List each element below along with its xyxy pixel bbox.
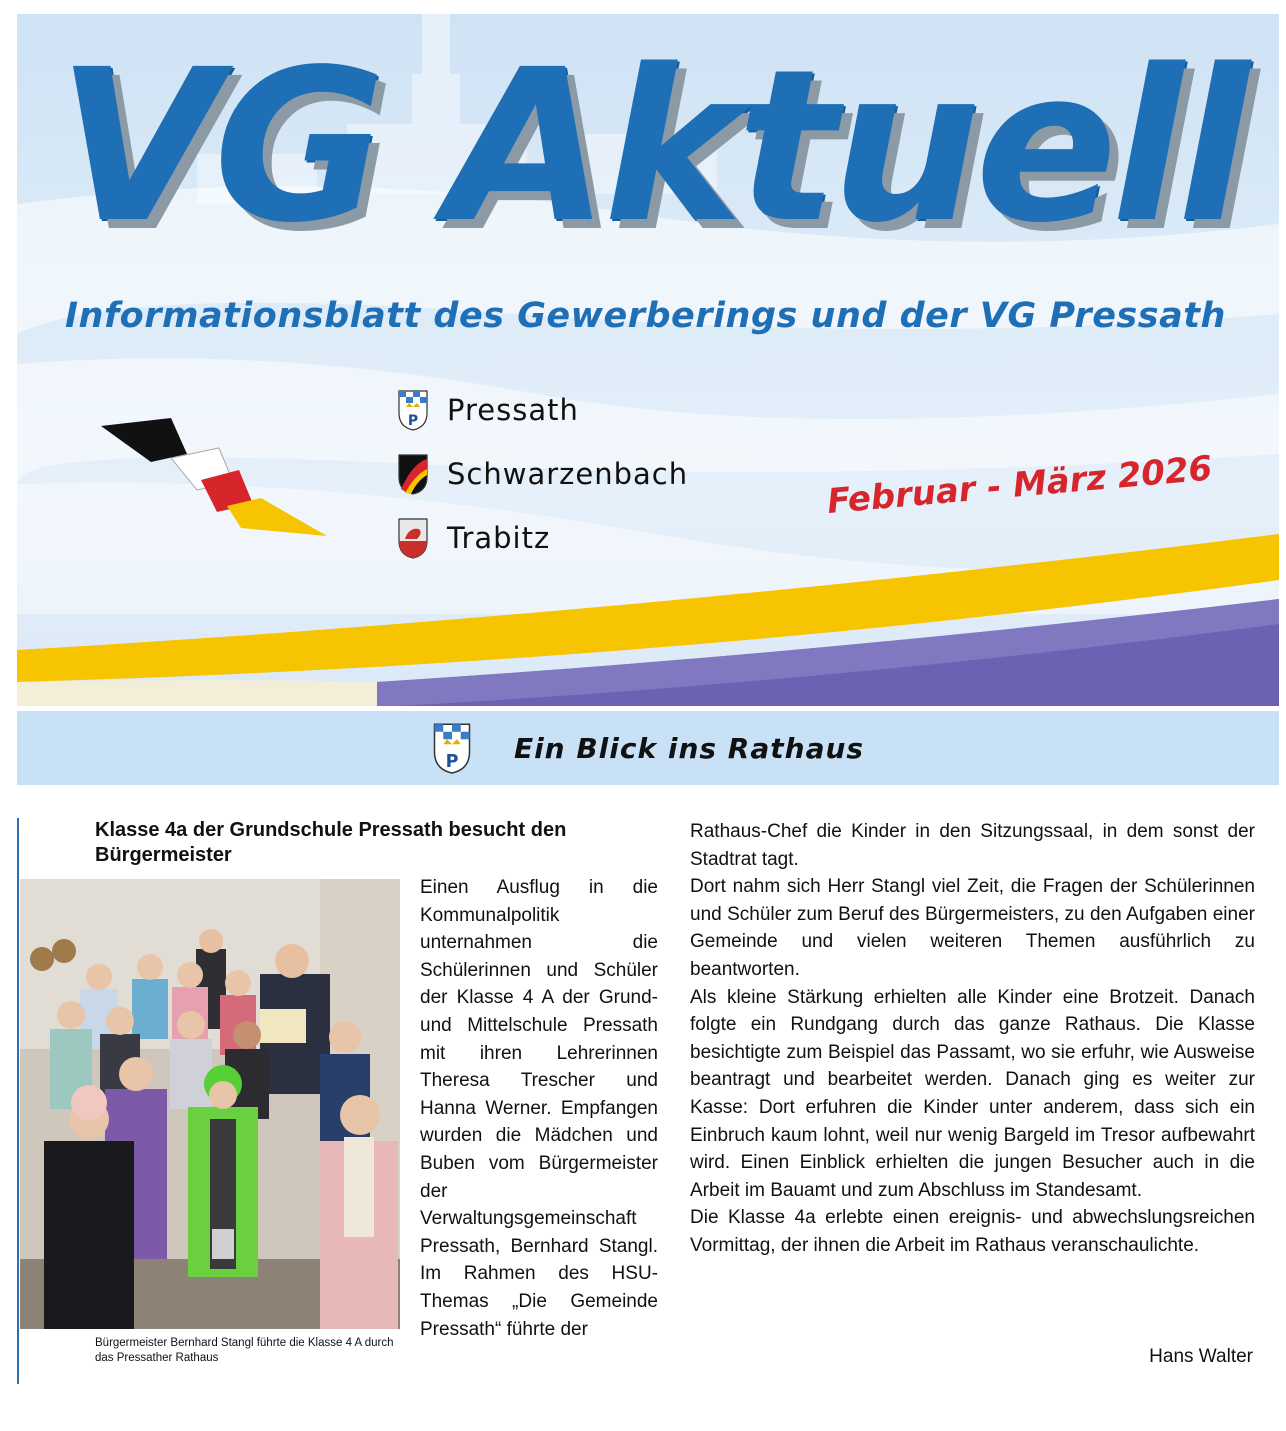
pressath-crest-icon: [397, 389, 429, 431]
paragraph: Rathaus-Chef die Kinder in den Sitzungssaal, in dem sonst der Stadtrat tagt.: [690, 821, 1255, 870]
town-trabitz: [397, 516, 688, 560]
section-title: Ein Blick ins Rathaus: [513, 731, 865, 765]
left-rule: [17, 818, 19, 1384]
town-name: Trabitz: [447, 521, 551, 555]
masthead-subtitle: Informationsblatt des Gewerberings und der VG Pressath: [65, 296, 1226, 336]
town-schwarzenbach: [397, 452, 688, 496]
flag-logo-icon: [101, 418, 331, 548]
article-column-2: [690, 818, 1255, 1260]
masthead: [17, 14, 1279, 706]
paragraph: Dort nahm sich Herr Stangl viel Zeit, die Fragen der Schülerinnen und Schüler zum Beruf des Bürgermeisters, zu den Aufgaben einer Gemeinde und vielen weiteren Themen ausführlich zu beantworten.: [690, 876, 1255, 980]
issue-date: Februar - März 2026: [825, 448, 1214, 522]
article-column-1: Einen Ausflug in die Kommunalpolitik unternahmen die Schülerinnen und Schüler der Klasse 4 A der Grund- und Mittelschule Pressath mit ihren Lehrerinnen Theresa Trescher und Hanna Werner. Empfangen wurden die Mädchen und Buben vom Bürgermeister der Verwaltungsgemeinschaft Pressath, Bernhard Stangl. Im Rahmen des HSU-Themas „Die Gemeinde Pressath“ führte der: [420, 877, 658, 1340]
town-name: Schwarzenbach: [447, 457, 689, 491]
trabitz-crest-icon: [397, 517, 429, 559]
article-author: Hans Walter: [1149, 1346, 1253, 1367]
photo-caption: Bürgermeister Bernhard Stangl führte die Klasse 4 A durch das Pressather Rathaus: [95, 1337, 394, 1364]
paragraph: Als kleine Stärkung erhielten alle Kinder eine Brotzeit. Danach folgte ein Rundgang durch das ganze Rathaus. Die Klasse besichtigte zum Beispiel das Passamt, wo sie erfuhr, wie Ausweise beantragt und bearbeitet werden. Danach ging es weiter zur Kasse: Dort erfuhren die Kinder unter anderem, dass sich ein Einbruch kaum lohnt, weil nur wenig Bargeld im Tresor aufbewahrt wird. Einen Einblick erhielten die jungen Besucher auch in die Arbeit im Bauamt und zum Abschluss im Standesamt.: [690, 986, 1255, 1201]
section-header: [17, 711, 1279, 785]
masthead-title: VG Aktuell: [57, 24, 1244, 269]
article: [17, 816, 1279, 1386]
svg-text:P: P: [445, 751, 459, 772]
town-pressath: [397, 388, 688, 432]
town-list: [397, 388, 688, 580]
article-headline: Klasse 4a der Grundschule Pressath besucht den Bürgermeister: [95, 819, 567, 866]
paragraph: Die Klasse 4a erlebte einen ereignis- und abwechslungsreichen Vormittag, der ihnen die Arbeit im Rathaus veranschaulichte.: [690, 1207, 1255, 1256]
schwarzenbach-crest-icon: [397, 453, 429, 495]
town-name: Pressath: [447, 393, 579, 427]
pressath-crest-icon: [432, 720, 472, 776]
svg-text:P: P: [407, 413, 419, 429]
article-photo: [20, 879, 400, 1329]
